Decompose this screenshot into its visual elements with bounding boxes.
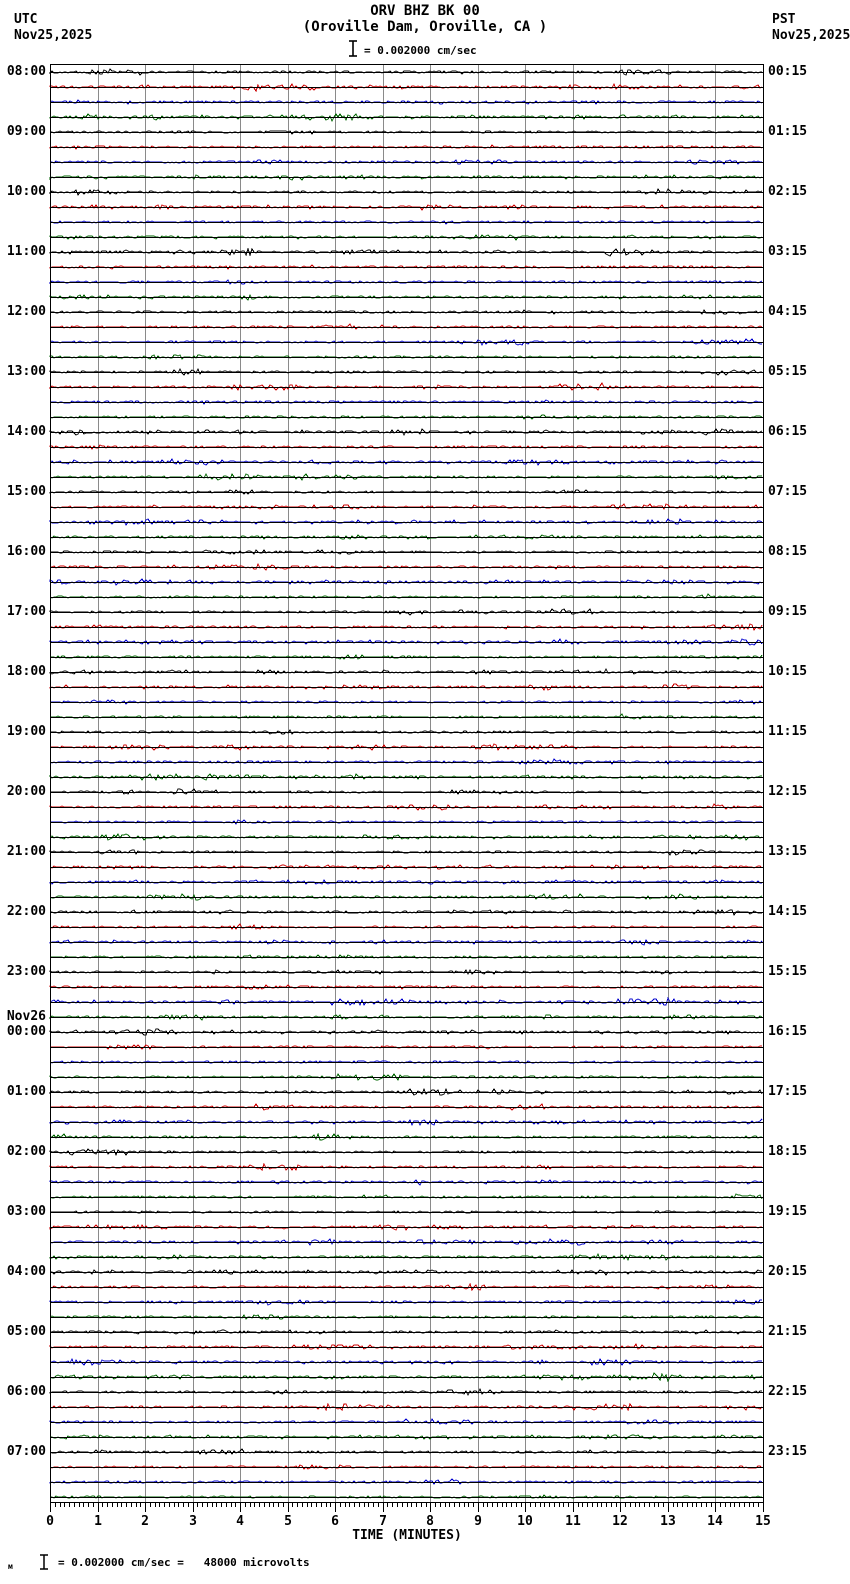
pst-hour-label: 08:15 bbox=[768, 544, 808, 559]
pst-hour-label: 02:15 bbox=[768, 184, 808, 199]
pst-hour-label: 15:15 bbox=[768, 964, 808, 979]
pst-hour-label: 01:15 bbox=[768, 124, 808, 139]
x-axis-tick-label: 9 bbox=[474, 1514, 482, 1529]
pst-hour-label: 04:15 bbox=[768, 304, 808, 319]
trace-row bbox=[50, 669, 762, 674]
utc-date-label: Nov25,2025 bbox=[14, 28, 93, 43]
utc-hour-label: 17:00 bbox=[6, 604, 46, 619]
pst-hour-label: 16:15 bbox=[768, 1024, 808, 1039]
utc-hour-label: 15:00 bbox=[6, 484, 46, 499]
pst-hour-label: 13:15 bbox=[768, 844, 808, 859]
utc-hour-label: 11:00 bbox=[6, 244, 46, 259]
pst-hour-label: 18:15 bbox=[768, 1144, 808, 1159]
pst-hour-label: 11:15 bbox=[768, 724, 808, 739]
x-axis-tick-label: 5 bbox=[284, 1514, 292, 1529]
pst-hour-label: 06:15 bbox=[768, 424, 808, 439]
utc-hour-label: 21:00 bbox=[6, 844, 46, 859]
pst-hour-label: 10:15 bbox=[768, 664, 808, 679]
pst-timezone-label: PST bbox=[772, 12, 796, 27]
utc-hour-label: 03:00 bbox=[6, 1204, 46, 1219]
pst-hour-label: 00:15 bbox=[768, 64, 808, 79]
utc-hour-label: 22:00 bbox=[6, 904, 46, 919]
utc-hour-label: 01:00 bbox=[6, 1084, 46, 1099]
x-axis-tick-label: 6 bbox=[331, 1514, 339, 1529]
utc-hour-label: 07:00 bbox=[6, 1444, 46, 1459]
utc-hour-label: 00:00 bbox=[6, 1024, 46, 1039]
utc-hour-label: 05:00 bbox=[6, 1324, 46, 1339]
x-axis-tick-label: 4 bbox=[236, 1514, 244, 1529]
pst-hour-label: 03:15 bbox=[768, 244, 808, 259]
pst-hour-label: 22:15 bbox=[768, 1384, 808, 1399]
utc-hour-label: 16:00 bbox=[6, 544, 46, 559]
x-axis-tick-label: 8 bbox=[426, 1514, 434, 1529]
x-axis-tick-label: 13 bbox=[660, 1514, 676, 1529]
trace-row bbox=[50, 1419, 762, 1424]
x-axis-tick-label: 10 bbox=[517, 1514, 533, 1529]
pst-hour-label: 23:15 bbox=[768, 1444, 808, 1459]
footnote-text: = 0.002000 cm/sec = 48000 microvolts bbox=[58, 1556, 310, 1569]
footnote-mark: м bbox=[8, 1562, 13, 1571]
pst-hour-label: 07:15 bbox=[768, 484, 808, 499]
utc-hour-label: 12:00 bbox=[6, 304, 46, 319]
utc-hour-label: 02:00 bbox=[6, 1144, 46, 1159]
page-title: ORV BHZ BK 00 bbox=[370, 3, 480, 19]
trace-row bbox=[50, 383, 762, 390]
pst-hour-label: 14:15 bbox=[768, 904, 808, 919]
pst-hour-label: 09:15 bbox=[768, 604, 808, 619]
utc-hour-label: 04:00 bbox=[6, 1264, 46, 1279]
utc-hour-label: 08:00 bbox=[6, 64, 46, 79]
x-axis-tick-label: 14 bbox=[707, 1514, 723, 1529]
trace-row bbox=[50, 324, 762, 329]
trace-row bbox=[50, 789, 762, 794]
footnote-ibeam-icon bbox=[38, 1553, 50, 1571]
utc-hour-label: 13:00 bbox=[6, 364, 46, 379]
x-axis-tick-label: 11 bbox=[565, 1514, 581, 1529]
utc-hour-label: 20:00 bbox=[6, 784, 46, 799]
trace-row bbox=[50, 1344, 762, 1349]
trace-row bbox=[50, 714, 762, 719]
scale-label: = 0.002000 cm/sec bbox=[364, 44, 477, 57]
pst-hour-label: 05:15 bbox=[768, 364, 808, 379]
pst-hour-label: 20:15 bbox=[768, 1264, 808, 1279]
utc-hour-label: 10:00 bbox=[6, 184, 46, 199]
page-subtitle: (Oroville Dam, Oroville, CA ) bbox=[302, 19, 548, 35]
trace-row bbox=[50, 998, 762, 1005]
trace-row bbox=[50, 504, 762, 509]
utc-hour-label: 18:00 bbox=[6, 664, 46, 679]
utc-timezone-label: UTC bbox=[14, 12, 38, 27]
trace-row bbox=[50, 924, 762, 929]
utc-hour-label: 14:00 bbox=[6, 424, 46, 439]
utc-hour-label: 23:00 bbox=[6, 964, 46, 979]
trace-row bbox=[50, 759, 762, 764]
trace-row bbox=[50, 1479, 762, 1484]
x-axis-title: TIME (MINUTES) bbox=[352, 1528, 462, 1543]
pst-hour-label: 19:15 bbox=[768, 1204, 808, 1219]
x-axis-tick-label: 2 bbox=[141, 1514, 149, 1529]
pst-hour-label: 17:15 bbox=[768, 1084, 808, 1099]
pst-hour-label: 21:15 bbox=[768, 1324, 808, 1339]
pst-hour-label: 12:15 bbox=[768, 784, 808, 799]
pst-date-label: Nov25,2025 bbox=[772, 28, 850, 43]
trace-row bbox=[50, 1449, 762, 1454]
utc-hour-label: 09:00 bbox=[6, 124, 46, 139]
utc-hour-label: 06:00 bbox=[6, 1384, 46, 1399]
x-axis-tick-label: 1 bbox=[94, 1514, 102, 1529]
utc-hour-label: 19:00 bbox=[6, 724, 46, 739]
x-axis-tick-label: 3 bbox=[189, 1514, 197, 1529]
x-axis-tick-label: 12 bbox=[612, 1514, 628, 1529]
trace-row bbox=[50, 1194, 762, 1199]
utc-date-break-label: Nov26 bbox=[6, 1009, 46, 1024]
x-axis-tick-label: 0 bbox=[46, 1514, 54, 1529]
x-axis-tick-label: 15 bbox=[755, 1514, 771, 1529]
x-axis-tick-label: 7 bbox=[379, 1514, 387, 1529]
